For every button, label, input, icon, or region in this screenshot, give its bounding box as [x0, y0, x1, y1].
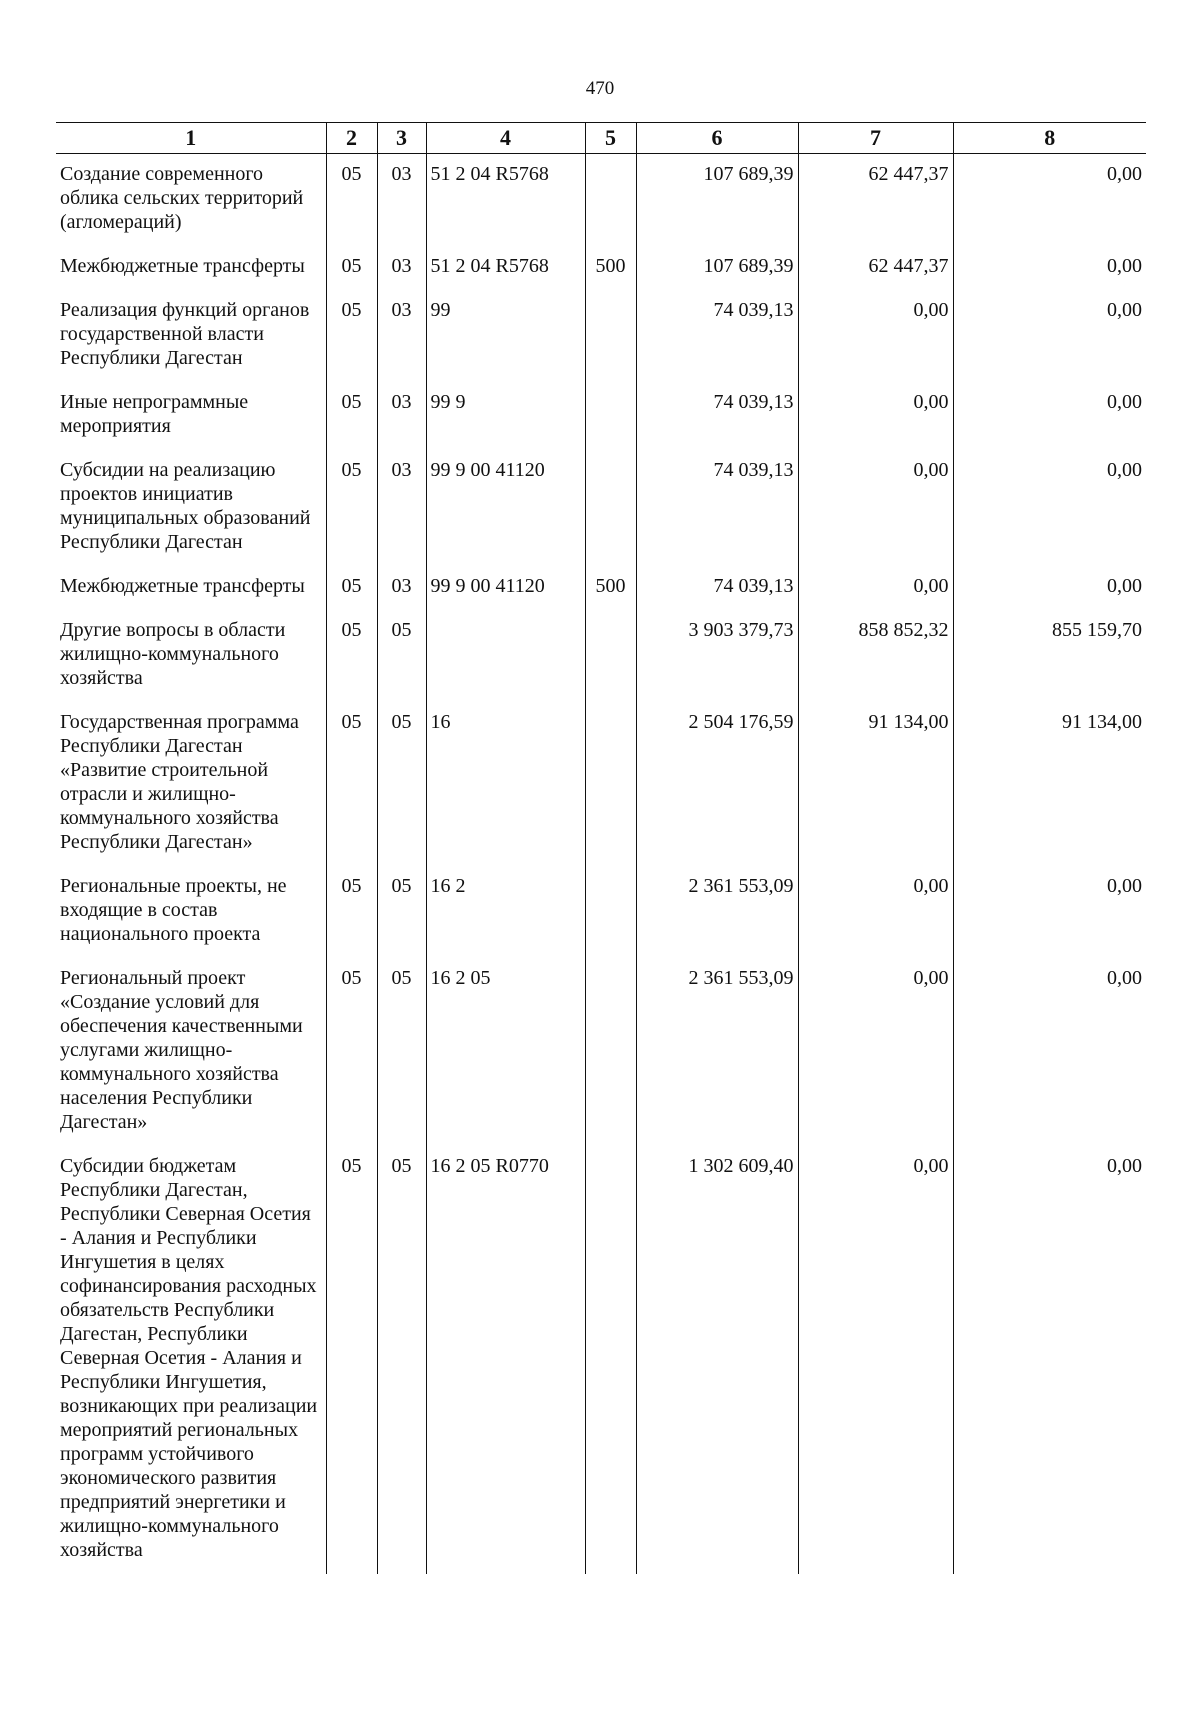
header-col-8: 8 — [953, 123, 1146, 154]
row-section: 05 — [326, 382, 377, 450]
row-name: Создание современного облика сельских территорий (агломераций) — [56, 154, 326, 247]
row-amount-1: 2 361 553,09 — [636, 866, 798, 958]
row-name: Региональные проекты, не входящие в состав национального проекта — [56, 866, 326, 958]
row-amount-3: 0,00 — [953, 1146, 1146, 1574]
row-expense-type — [585, 1146, 636, 1574]
header-col-4: 4 — [426, 123, 585, 154]
row-amount-1: 74 039,13 — [636, 382, 798, 450]
row-amount-1: 3 903 379,73 — [636, 610, 798, 702]
row-amount-2: 0,00 — [798, 1146, 953, 1574]
row-amount-3: 0,00 — [953, 290, 1146, 382]
row-expense-type — [585, 382, 636, 450]
table-row — [56, 154, 1146, 247]
row-subsection: 03 — [377, 290, 426, 382]
row-amount-2: 91 134,00 — [798, 702, 953, 866]
row-amount-1: 107 689,39 — [636, 246, 798, 290]
row-expense-type — [585, 958, 636, 1146]
row-expense-type: 500 — [585, 566, 636, 610]
row-amount-3: 0,00 — [953, 382, 1146, 450]
row-expense-type: 500 — [585, 246, 636, 290]
row-name: Иные непрограммные мероприятия — [56, 382, 326, 450]
table-row — [56, 702, 1146, 866]
row-section: 05 — [326, 246, 377, 290]
table-row — [56, 610, 1146, 702]
row-amount-1: 74 039,13 — [636, 290, 798, 382]
row-section: 05 — [326, 566, 377, 610]
row-section: 05 — [326, 154, 377, 247]
row-subsection: 05 — [377, 1146, 426, 1574]
row-subsection: 05 — [377, 958, 426, 1146]
row-subsection: 05 — [377, 866, 426, 958]
row-amount-3: 0,00 — [953, 866, 1146, 958]
row-section: 05 — [326, 702, 377, 866]
row-target-article: 16 2 05 — [426, 958, 585, 1146]
row-subsection: 03 — [377, 566, 426, 610]
table-row — [56, 246, 1146, 290]
page-number: 470 — [585, 78, 615, 99]
row-name: Межбюджетные трансферты — [56, 246, 326, 290]
row-subsection: 03 — [377, 246, 426, 290]
row-target-article: 16 — [426, 702, 585, 866]
row-subsection: 05 — [377, 702, 426, 866]
row-amount-2: 0,00 — [798, 958, 953, 1146]
row-amount-2: 0,00 — [798, 450, 953, 566]
row-expense-type — [585, 610, 636, 702]
row-amount-1: 107 689,39 — [636, 154, 798, 247]
table-row — [56, 866, 1146, 958]
row-target-article: 16 2 05 R0770 — [426, 1146, 585, 1574]
row-name: Региональный проект «Создание условий для обеспечения качественными услугами жилищно-коммунального хозяйства населения Республики Дагестан» — [56, 958, 326, 1146]
table-row — [56, 566, 1146, 610]
row-amount-3: 0,00 — [953, 154, 1146, 247]
row-amount-3: 0,00 — [953, 566, 1146, 610]
table-row — [56, 450, 1146, 566]
row-target-article: 99 — [426, 290, 585, 382]
row-expense-type — [585, 154, 636, 247]
row-target-article: 51 2 04 R5768 — [426, 246, 585, 290]
table-header — [56, 123, 1146, 154]
row-section: 05 — [326, 1146, 377, 1574]
row-expense-type — [585, 450, 636, 566]
row-subsection: 03 — [377, 382, 426, 450]
row-amount-2: 62 447,37 — [798, 154, 953, 247]
row-expense-type — [585, 866, 636, 958]
table-body — [56, 154, 1146, 1575]
row-amount-3: 855 159,70 — [953, 610, 1146, 702]
row-target-article: 51 2 04 R5768 — [426, 154, 585, 247]
row-amount-1: 74 039,13 — [636, 450, 798, 566]
header-col-5: 5 — [585, 123, 636, 154]
row-name: Субсидии на реализацию проектов инициатив муниципальных образований Республики Дагестан — [56, 450, 326, 566]
row-expense-type — [585, 702, 636, 866]
row-subsection: 03 — [377, 450, 426, 566]
row-name: Межбюджетные трансферты — [56, 566, 326, 610]
row-section: 05 — [326, 958, 377, 1146]
header-col-1: 1 — [56, 123, 326, 154]
table-row — [56, 1146, 1146, 1574]
row-amount-1: 2 504 176,59 — [636, 702, 798, 866]
row-name: Другие вопросы в области жилищно-коммунального хозяйства — [56, 610, 326, 702]
row-amount-2: 0,00 — [798, 290, 953, 382]
header-col-2: 2 — [326, 123, 377, 154]
row-section: 05 — [326, 610, 377, 702]
row-amount-3: 0,00 — [953, 958, 1146, 1146]
row-amount-1: 74 039,13 — [636, 566, 798, 610]
header-col-7: 7 — [798, 123, 953, 154]
table-row — [56, 290, 1146, 382]
row-section: 05 — [326, 450, 377, 566]
row-amount-3: 0,00 — [953, 246, 1146, 290]
row-target-article — [426, 610, 585, 702]
table-row — [56, 958, 1146, 1146]
row-amount-2: 0,00 — [798, 566, 953, 610]
row-expense-type — [585, 290, 636, 382]
row-target-article: 99 9 00 41120 — [426, 450, 585, 566]
row-name: Государственная программа Республики Дагестан «Развитие строительной отрасли и жилищно-коммунального хозяйства Республики Дагестан» — [56, 702, 326, 866]
row-amount-1: 2 361 553,09 — [636, 958, 798, 1146]
row-amount-2: 62 447,37 — [798, 246, 953, 290]
header-col-6: 6 — [636, 123, 798, 154]
row-name: Субсидии бюджетам Республики Дагестан, Республики Северная Осетия - Алания и Республики Ингушетия в целях софинансирования расходных обязательств Республики Дагестан, Республики Северная Осетия - Алания и Республики Ингушетия, возникающих при реализации мероприятий региональных программ устойчивого экономического развития предприятий энергетики и жилищно-коммунального хозяйства — [56, 1146, 326, 1574]
row-name: Реализация функций органов государственной власти Республики Дагестан — [56, 290, 326, 382]
row-amount-2: 858 852,32 — [798, 610, 953, 702]
row-amount-2: 0,00 — [798, 866, 953, 958]
table-row — [56, 382, 1146, 450]
row-amount-3: 91 134,00 — [953, 702, 1146, 866]
row-amount-3: 0,00 — [953, 450, 1146, 566]
row-target-article: 16 2 — [426, 866, 585, 958]
row-target-article: 99 9 — [426, 382, 585, 450]
row-section: 05 — [326, 866, 377, 958]
row-amount-2: 0,00 — [798, 382, 953, 450]
row-subsection: 05 — [377, 610, 426, 702]
row-subsection: 03 — [377, 154, 426, 247]
row-amount-1: 1 302 609,40 — [636, 1146, 798, 1574]
header-col-3: 3 — [377, 123, 426, 154]
row-target-article: 99 9 00 41120 — [426, 566, 585, 610]
row-section: 05 — [326, 290, 377, 382]
budget-table — [56, 122, 1146, 1574]
